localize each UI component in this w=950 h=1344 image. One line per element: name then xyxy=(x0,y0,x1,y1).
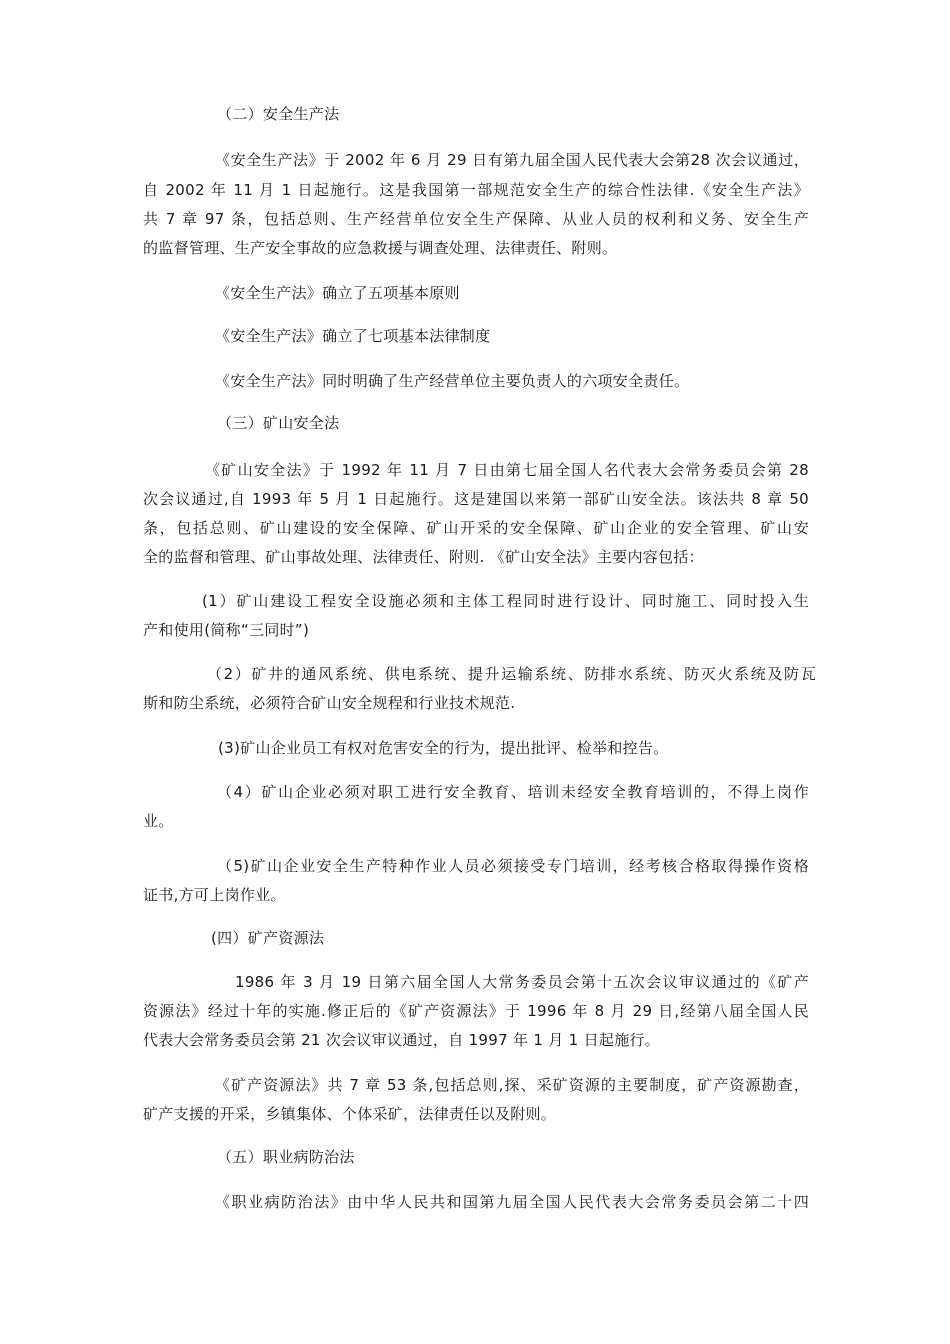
list-item-line: (1）矿山建设工程安全设施必须和主体工程同时进行设计、同时施工、同时投入生 xyxy=(202,592,809,610)
paragraph-line: 次会议通过,自 1993 年 5 月 1 日起施行。这是建国以来第一部矿山安全法。该法共 8 章 50 xyxy=(143,490,809,508)
paragraph-line: 《安全生产法》于 2002 年 6 月 29 日有第九届全国人民代表大会第28 次会议通过， xyxy=(215,151,809,169)
list-item-line: （4）矿山企业必须对职工进行安全教育、培训未经安全教育培训的，不得上岗作 xyxy=(217,783,809,801)
section-heading-mine-safety-law: （三）矿山安全法 xyxy=(217,414,340,432)
paragraph-line: 《矿产资源法》共 7 章 53 条,包括总则,探、采矿资源的主要制度，矿产资源勘查， xyxy=(215,1076,809,1094)
paragraph-line: 条，包括总则、矿山建设的安全保障、矿山开采的安全保障、矿山企业的安全管理、矿山安 xyxy=(143,519,809,537)
list-item-line: 证书,方可上岗作业。 xyxy=(143,886,286,904)
paragraph-line: 资源法》经过十年的实施.修正后的《矿产资源法》于 1996 年 8 月 29 日,经第八届全国人民 xyxy=(143,1002,809,1020)
paragraph-line: 代表大会常务委员会第 21 次会议审议通过，自 1997 年 1 月 1 日起施行。 xyxy=(143,1031,661,1049)
paragraph-line: 共 7 章 97 条，包括总则、生产经营单位安全生产保障、从业人员的权利和义务、安全生产 xyxy=(143,210,809,228)
list-item-line: 斯和防尘系统，必须符合矿山安全规程和行业技术规范. xyxy=(143,694,516,712)
section-heading-occupational-disease-law: （五）职业病防治法 xyxy=(217,1148,355,1166)
list-item-line: 业。 xyxy=(143,812,174,830)
paragraph-line: 的监督管理、生产安全事故的应急救援与调查处理、法律责任、附则。 xyxy=(143,239,618,257)
paragraph-line: 矿产支援的开采，乡镇集体、个体采矿，法律责任以及附则。 xyxy=(143,1105,557,1123)
paragraph-line: 自 2002 年 11 月 1 日起施行。这是我国第一部规范安全生产的综合性法律.《安全生产法》 xyxy=(143,181,809,199)
list-item-line: （5)矿山企业安全生产特种作业人员必须接受专门培训，经考核合格取得操作资格 xyxy=(217,857,809,875)
paragraph-line: 《安全生产法》确立了五项基本原则 xyxy=(215,284,460,302)
paragraph-line: 《职业病防治法》由中华人民共和国第九届全国人民代表大会常务委员会第二十四 xyxy=(215,1193,809,1211)
list-item-line: 产和使用(简称“三同时”) xyxy=(143,621,310,639)
paragraph-line: 全的监督和管理、矿山事故处理、法律责任、附则. 《矿山安全法》主要内容包括： xyxy=(143,548,704,566)
paragraph-line: 《矿山安全法》于 1992 年 11 月 7 日由第七届全国人名代表大会常务委员会第 28 xyxy=(205,461,809,479)
list-item-line: (3)矿山企业员工有权对危害安全的行为，提出批评、检举和控告。 xyxy=(218,739,669,757)
paragraph-line: 《安全生产法》确立了七项基本法律制度 xyxy=(215,327,491,345)
list-item-line: （2）矿井的通风系统、供电系统、提升运输系统、防排水系统、防灭火系统及防瓦 xyxy=(207,665,816,683)
section-heading-mineral-resources-law: (四）矿产资源法 xyxy=(211,929,325,947)
section-heading-work-safety-law: （二）安全生产法 xyxy=(217,105,340,123)
paragraph-line: 《安全生产法》同时明确了生产经营单位主要负责人的六项安全责任。 xyxy=(215,372,690,390)
paragraph-line: 1986 年 3 月 19 日第六届全国人大常务委员会第十五次会议审议通过的《矿产 xyxy=(235,973,809,991)
